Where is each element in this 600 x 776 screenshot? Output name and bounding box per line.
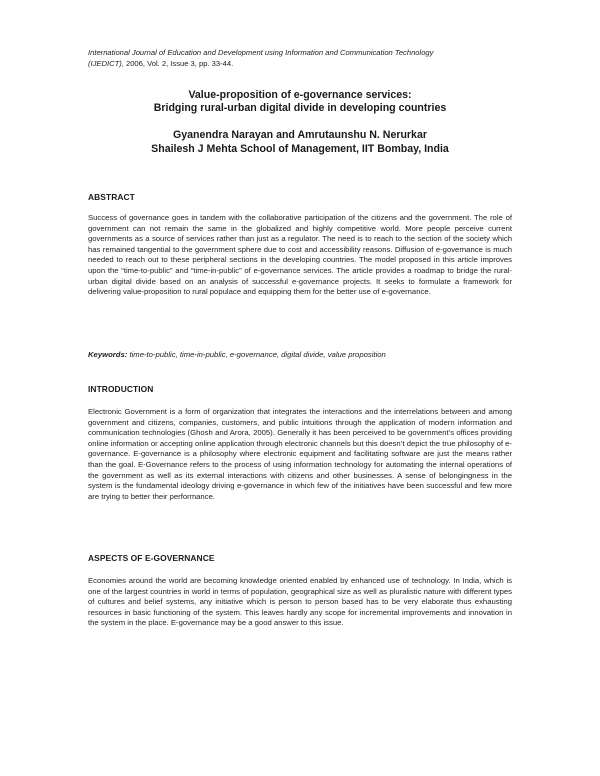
- aspects-text: Economies around the world are becoming knowledge oriented enabled by enhanced use of technology. In India, which is one of the largest countries in world in terms of population, geographical size as well as pluralistic nature with different types of cultures and belief systems, any initiative which is person to person based has to be very elaborate thus exhausting resources in basic functioning of the system. This leaves hardly any scope for incremental improvements and innovation in the system in the place. E-governance may be a good answer to this issue.: [88, 576, 512, 628]
- abstract-text: Success of governance goes in tandem with the collaborative participation of the citizens and the government. The role of government can not remain the same in the globalized and highly competitive world. More people perceive current governments as a source of services rather than just as a regulator. The need is to reach to the section of the society which has remained tangential to the government sphere due to cost and accessibility reasons. Diffusion of e-governance is much needed to reach out to these peripheral sections in the developing countries. The model proposed in this article improves upon the “time-to-public” and “time-in-public” of e-governance services. The article provides a roadmap to bridge the rural-urban digital divide based on an analysis of successful e-governance projects. It seeks to formulate a framework for delivering value-proposition to rural populace and equipping them for the better use of e-governance.: [88, 213, 512, 297]
- abstract-heading: ABSTRACT: [88, 192, 135, 202]
- title-line-2: Bridging rural-urban digital divide in developing countries: [153, 102, 447, 114]
- introduction-text: Electronic Government is a form of organization that integrates the interactions and the interrelations between and among government and citizens, companies, customers, and public intuitions through the application of modern information and communication technologies (Ghosh and Arora, 2005). Generally it has been perceived to be government’s offices providing online information or accepting online application through electronic channels but this doesn’t depict the true philosophy of e-governance. E-governance is a philosophy where electronic equipment and facilitating software are just the means rather than the goal. E-Governance refers to the process of using information technology for automating the internal operations of the government as well as its external interactions with citizens and other businesses. A sense of belongingness in the system is the fundamental ideology driving e-governance in which few of the initiatives have been successful and few more are trying to better their performance.: [88, 407, 512, 501]
- author-block: [60, 128, 540, 156]
- introduction-heading: INTRODUCTION: [88, 384, 154, 394]
- author-affiliation: Shailesh J Mehta School of Management, IIT Bombay, India: [151, 143, 449, 155]
- keywords-label: Keywords:: [88, 350, 128, 359]
- journal-citation: [88, 47, 518, 69]
- keywords-line: [88, 350, 512, 361]
- author-names: Gyanendra Narayan and Amrutaunshu N. Nerurkar: [173, 129, 427, 141]
- journal-abbrev: (IJEDICT): [88, 59, 122, 68]
- keywords-list: time-to-public, time-in-public, e-governance, digital divide, value proposition: [127, 350, 386, 359]
- paper-title: [60, 89, 540, 115]
- aspects-heading: ASPECTS OF E-GOVERNANCE: [88, 553, 215, 563]
- title-line-1: Value-proposition of e-governance services:: [188, 89, 412, 101]
- journal-volume-info: , 2006, Vol. 2, Issue 3, pp. 33-44.: [121, 59, 234, 68]
- journal-name: International Journal of Education and Development using Information and Communication Technology: [88, 48, 434, 57]
